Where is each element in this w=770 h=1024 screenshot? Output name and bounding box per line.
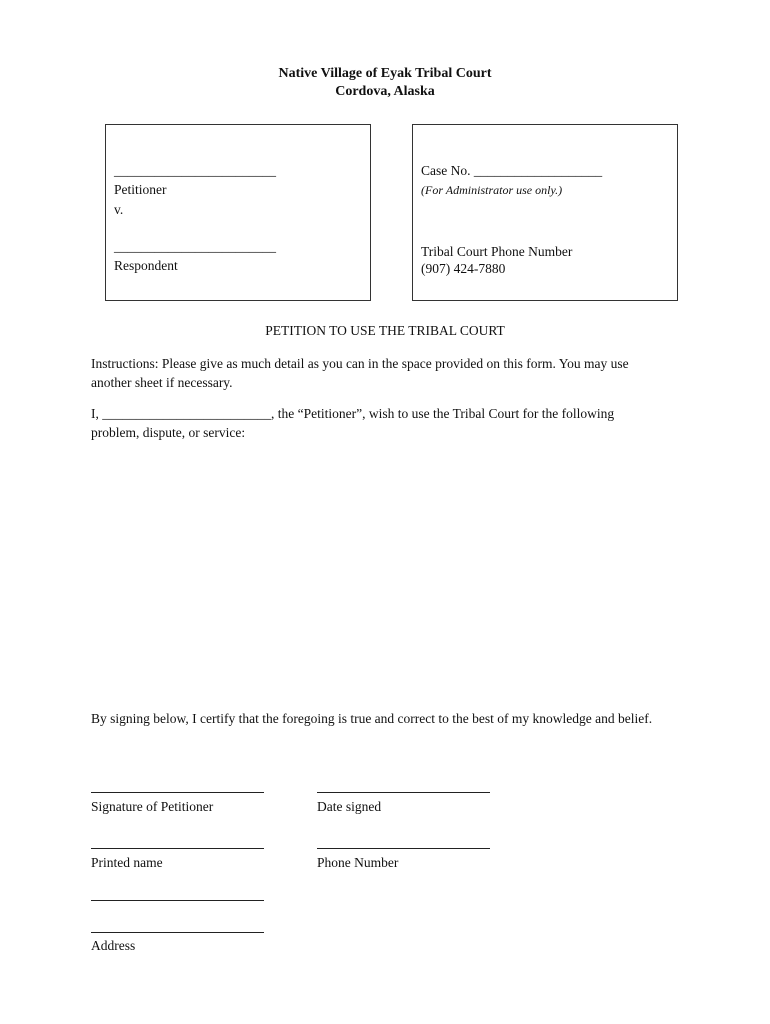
court-phone-label: Tribal Court Phone Number: [421, 244, 573, 259]
petitioner-statement-line2: problem, dispute, or service:: [91, 425, 246, 440]
printed-name-line[interactable]: [91, 848, 264, 849]
case-number-field[interactable]: Case No. ___________________: [421, 163, 603, 178]
respondent-name-blank[interactable]: ________________________: [114, 239, 276, 254]
address-label: Address: [91, 938, 136, 953]
admin-use-note: (For Administrator use only.): [421, 183, 563, 197]
printed-name-label: Printed name: [91, 855, 163, 870]
date-signed-line[interactable]: [317, 792, 490, 793]
petitioner-statement-line1: I, _________________________, the “Petitioner”, wish to use the Tribal Court for the following: [91, 406, 615, 421]
phone-number-label: Phone Number: [317, 855, 399, 870]
instructions-text-line1: Instructions: Please give as much detail as you can in the space provided on this form. You may use: [91, 356, 629, 371]
court-phone-number: (907) 424-7880: [421, 261, 506, 276]
signature-label: Signature of Petitioner: [91, 799, 214, 814]
court-location-subtitle: Cordova, Alaska: [335, 84, 435, 99]
date-signed-label: Date signed: [317, 799, 382, 814]
phone-number-line[interactable]: [317, 848, 490, 849]
petition-heading: PETITION TO USE THE TRIBAL COURT: [265, 323, 505, 338]
court-name-title: Native Village of Eyak Tribal Court: [278, 66, 492, 81]
instructions-text-line2: another sheet if necessary.: [91, 375, 233, 390]
petitioner-label: Petitioner: [114, 182, 167, 197]
signature-line[interactable]: [91, 792, 264, 793]
party-caption-box: [105, 124, 371, 301]
versus-label: v.: [114, 202, 124, 217]
address-line-1[interactable]: [91, 900, 264, 901]
certification-text: By signing below, I certify that the foregoing is true and correct to the best of my knowledge and belief.: [91, 711, 653, 726]
petitioner-name-blank[interactable]: ________________________: [114, 163, 276, 178]
respondent-label: Respondent: [114, 258, 178, 273]
address-line-2[interactable]: [91, 932, 264, 933]
